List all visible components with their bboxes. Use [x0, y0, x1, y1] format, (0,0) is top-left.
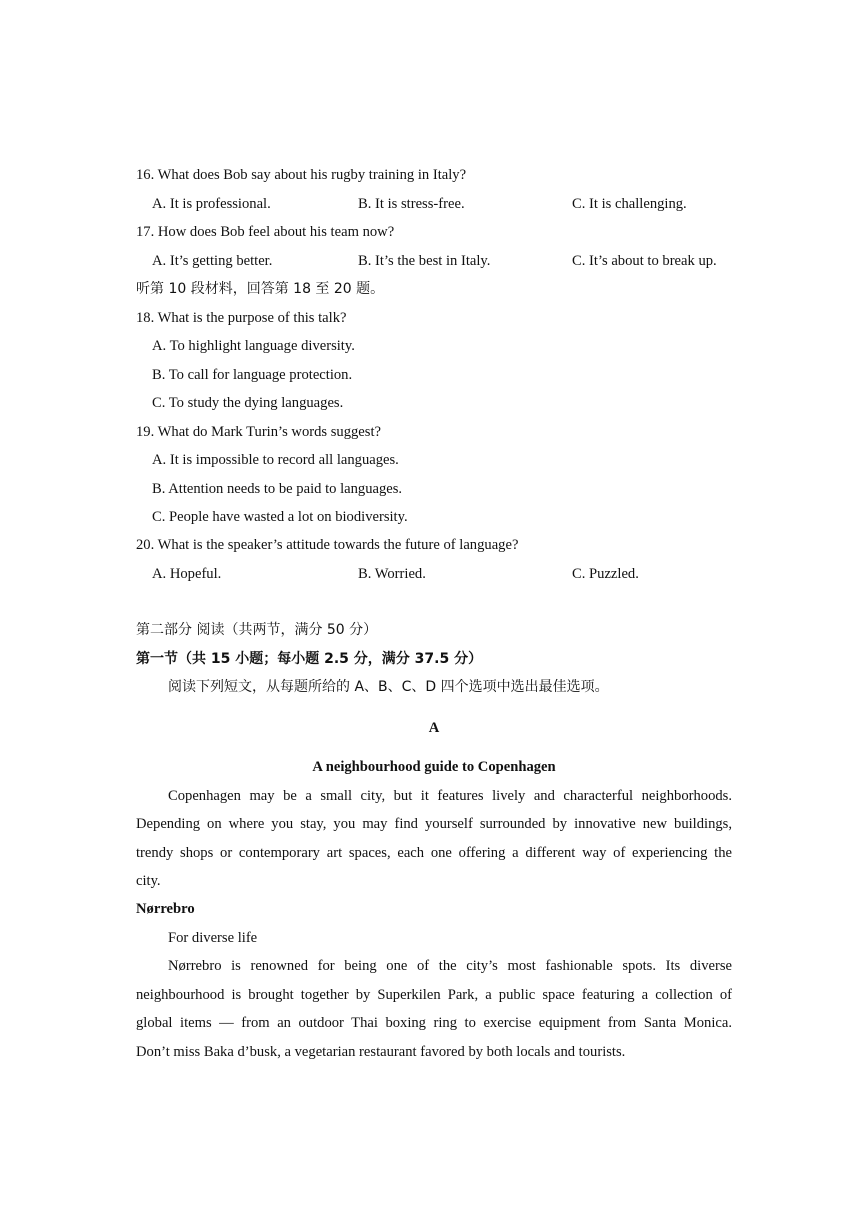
part-two-title: 第二部分 阅读（共两节，满分 50 分） [136, 622, 378, 638]
q20-option-a: A. Hopeful. [152, 566, 222, 582]
q16-option-c: C. It is challenging. [572, 196, 687, 212]
body-line-4: Don’t miss Baka d’busk, a vegetarian restaurant favored by both locals and tourists. [136, 1044, 626, 1060]
section-10-instruction: 听第 10 段材料，回答第 18 至 20 题。 [136, 281, 385, 297]
subheading-norrebro: Nørrebro [136, 901, 195, 917]
q20-option-c: C. Puzzled. [572, 566, 639, 582]
question-18: 18. What is the purpose of this talk? [136, 310, 347, 326]
intro-line-4: city. [136, 873, 161, 889]
subheading-tagline: For diverse life [168, 930, 258, 946]
q18-option-a: A. To highlight language diversity. [152, 338, 355, 354]
intro-line-1: Copenhagen may be a small city, but it features lively and characterful neighborhoods. [168, 788, 732, 804]
passage-title: A neighbourhood guide to Copenhagen [312, 759, 556, 775]
body-line-2: neighbourhood is brought together by Superkilen Park, a public space featuring a collection of [136, 987, 732, 1003]
q19-option-b: B. Attention needs to be paid to languages. [152, 481, 403, 497]
question-16: 16. What does Bob say about his rugby training in Italy? [136, 167, 467, 183]
question-17: 17. How does Bob feel about his team now? [136, 224, 395, 240]
q18-option-b: B. To call for language protection. [152, 367, 353, 383]
question-19: 19. What do Mark Turin’s words suggest? [136, 424, 381, 440]
q17-option-b: B. It’s the best in Italy. [358, 253, 491, 269]
q17-option-c: C. It’s about to break up. [572, 253, 717, 269]
passage-letter: A [428, 720, 440, 736]
body-line-1: Nørrebro is renowned for being one of the city’s most fashionable spots. Its diverse [168, 958, 732, 974]
q16-option-b: B. It is stress-free. [358, 196, 465, 212]
body-line-3: global items — from an outdoor Thai boxing ring to exercise equipment from Santa Monica. [136, 1015, 732, 1031]
q17-option-a: A. It’s getting better. [152, 253, 273, 269]
section-one-title: 第一节（共 15 小题；每小题 2.5 分，满分 37.5 分） [136, 651, 483, 667]
intro-line-2: Depending on where you stay, you may find yourself surrounded by innovative new buildings, [136, 816, 732, 832]
question-20: 20. What is the speaker’s attitude towards the future of language? [136, 537, 519, 553]
q20-option-b: B. Worried. [358, 566, 426, 582]
intro-line-3: trendy shops or contemporary art spaces, each one offering a different way of experiencing the [136, 845, 732, 861]
reading-instruction: 阅读下列短文，从每题所给的 A、B、C、D 四个选项中选出最佳选项。 [168, 679, 609, 695]
q19-option-a: A. It is impossible to record all languages. [152, 452, 399, 468]
q16-option-a: A. It is professional. [152, 196, 271, 212]
q18-option-c: C. To study the dying languages. [152, 395, 344, 411]
q19-option-c: C. People have wasted a lot on biodiversity. [152, 509, 408, 525]
